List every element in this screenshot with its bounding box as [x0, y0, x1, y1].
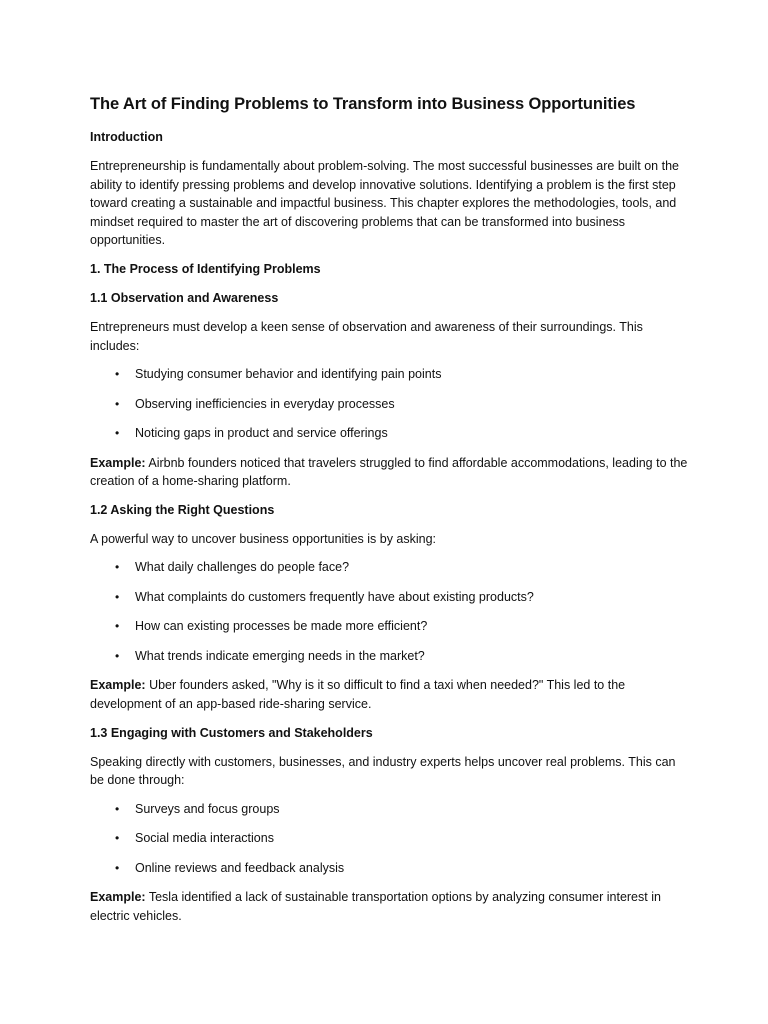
bullet-icon: •	[115, 426, 120, 441]
bullet-icon: •	[115, 396, 120, 411]
bullet-icon: •	[115, 801, 120, 816]
subsection-1-3-heading: 1.3 Engaging with Customers and Stakeholders	[90, 725, 373, 740]
list-item-text: Studying consumer behavior and identifying pain points	[135, 367, 442, 382]
list-item-text: Online reviews and feedback analysis	[135, 860, 345, 875]
section-1-heading: 1. The Process of Identifying Problems	[90, 261, 321, 276]
subsection-1-3-list	[90, 800, 690, 877]
list-item	[90, 617, 690, 635]
intro-paragraph: Entrepreneurship is fundamentally about problem-solving. The most successful businesses are built on the ability to identify pressing problems and develop innovative solutions. Identifying a problem is the first step toward creating a sustainable and impactful business. This chapter explores the methodologies, tools, and mindset required to master the art of discovering problems that can be transformed into business opportunities.	[90, 159, 679, 248]
list-item-text: Observing inefficiencies in everyday processes	[135, 396, 395, 411]
list-item-text: What daily challenges do people face?	[135, 560, 350, 575]
list-item-text: What trends indicate emerging needs in the market?	[135, 648, 425, 663]
list-item-text: What complaints do customers frequently have about existing products?	[135, 589, 534, 604]
list-item	[90, 365, 690, 383]
example-text: Tesla identified a lack of sustainable transportation options by analyzing consumer interest in electric vehicles.	[90, 890, 661, 923]
example-label: Example:	[90, 678, 146, 693]
subsection-1-2-list	[90, 558, 690, 665]
bullet-icon: •	[115, 831, 120, 846]
list-item-text: Noticing gaps in product and service offerings	[135, 426, 388, 441]
example-label: Example:	[90, 890, 146, 905]
subsection-1-1-example	[90, 454, 690, 491]
list-item-text: Social media interactions	[135, 831, 274, 846]
subsection-1-1-paragraph: Entrepreneurs must develop a keen sense of observation and awareness of their surroundings. This includes:	[90, 319, 643, 353]
subsection-1-1-list	[90, 365, 690, 442]
subsection-1-3-paragraph: Speaking directly with customers, businesses, and industry experts helps uncover real problems. This can be done through:	[90, 754, 676, 788]
bullet-icon: •	[115, 619, 120, 634]
subsection-1-2-paragraph: A powerful way to uncover business opportunities is by asking:	[90, 531, 437, 546]
list-item	[90, 647, 690, 665]
document-page	[90, 93, 690, 936]
list-item	[90, 588, 690, 606]
list-item	[90, 859, 690, 877]
bullet-icon: •	[115, 860, 120, 875]
list-item	[90, 395, 690, 413]
example-text: Uber founders asked, "Why is it so difficult to find a taxi when needed?" This led to the development of an app-based ride-sharing service.	[90, 678, 626, 712]
subsection-1-3-example	[90, 888, 690, 925]
bullet-icon: •	[115, 560, 120, 575]
subsection-1-2-heading: 1.2 Asking the Right Questions	[90, 502, 275, 517]
list-item	[90, 558, 690, 576]
bullet-icon: •	[115, 648, 120, 663]
subsection-1-2-example	[90, 676, 690, 713]
intro-heading: Introduction	[90, 130, 163, 144]
subsection-1-1-heading: 1.1 Observation and Awareness	[90, 290, 279, 305]
bullet-icon: •	[115, 589, 120, 604]
list-item	[90, 829, 690, 847]
list-item	[90, 800, 690, 818]
document-title: The Art of Finding Problems to Transform into Business Opportunities	[90, 95, 636, 113]
example-label: Example:	[90, 455, 146, 470]
list-item	[90, 424, 690, 442]
bullet-icon: •	[115, 367, 120, 382]
example-text: Airbnb founders noticed that travelers struggled to find affordable accommodations, leading to the creation of a home-sharing platform.	[90, 455, 688, 489]
list-item-text: How can existing processes be made more efficient?	[135, 619, 428, 634]
list-item-text: Surveys and focus groups	[135, 801, 280, 816]
